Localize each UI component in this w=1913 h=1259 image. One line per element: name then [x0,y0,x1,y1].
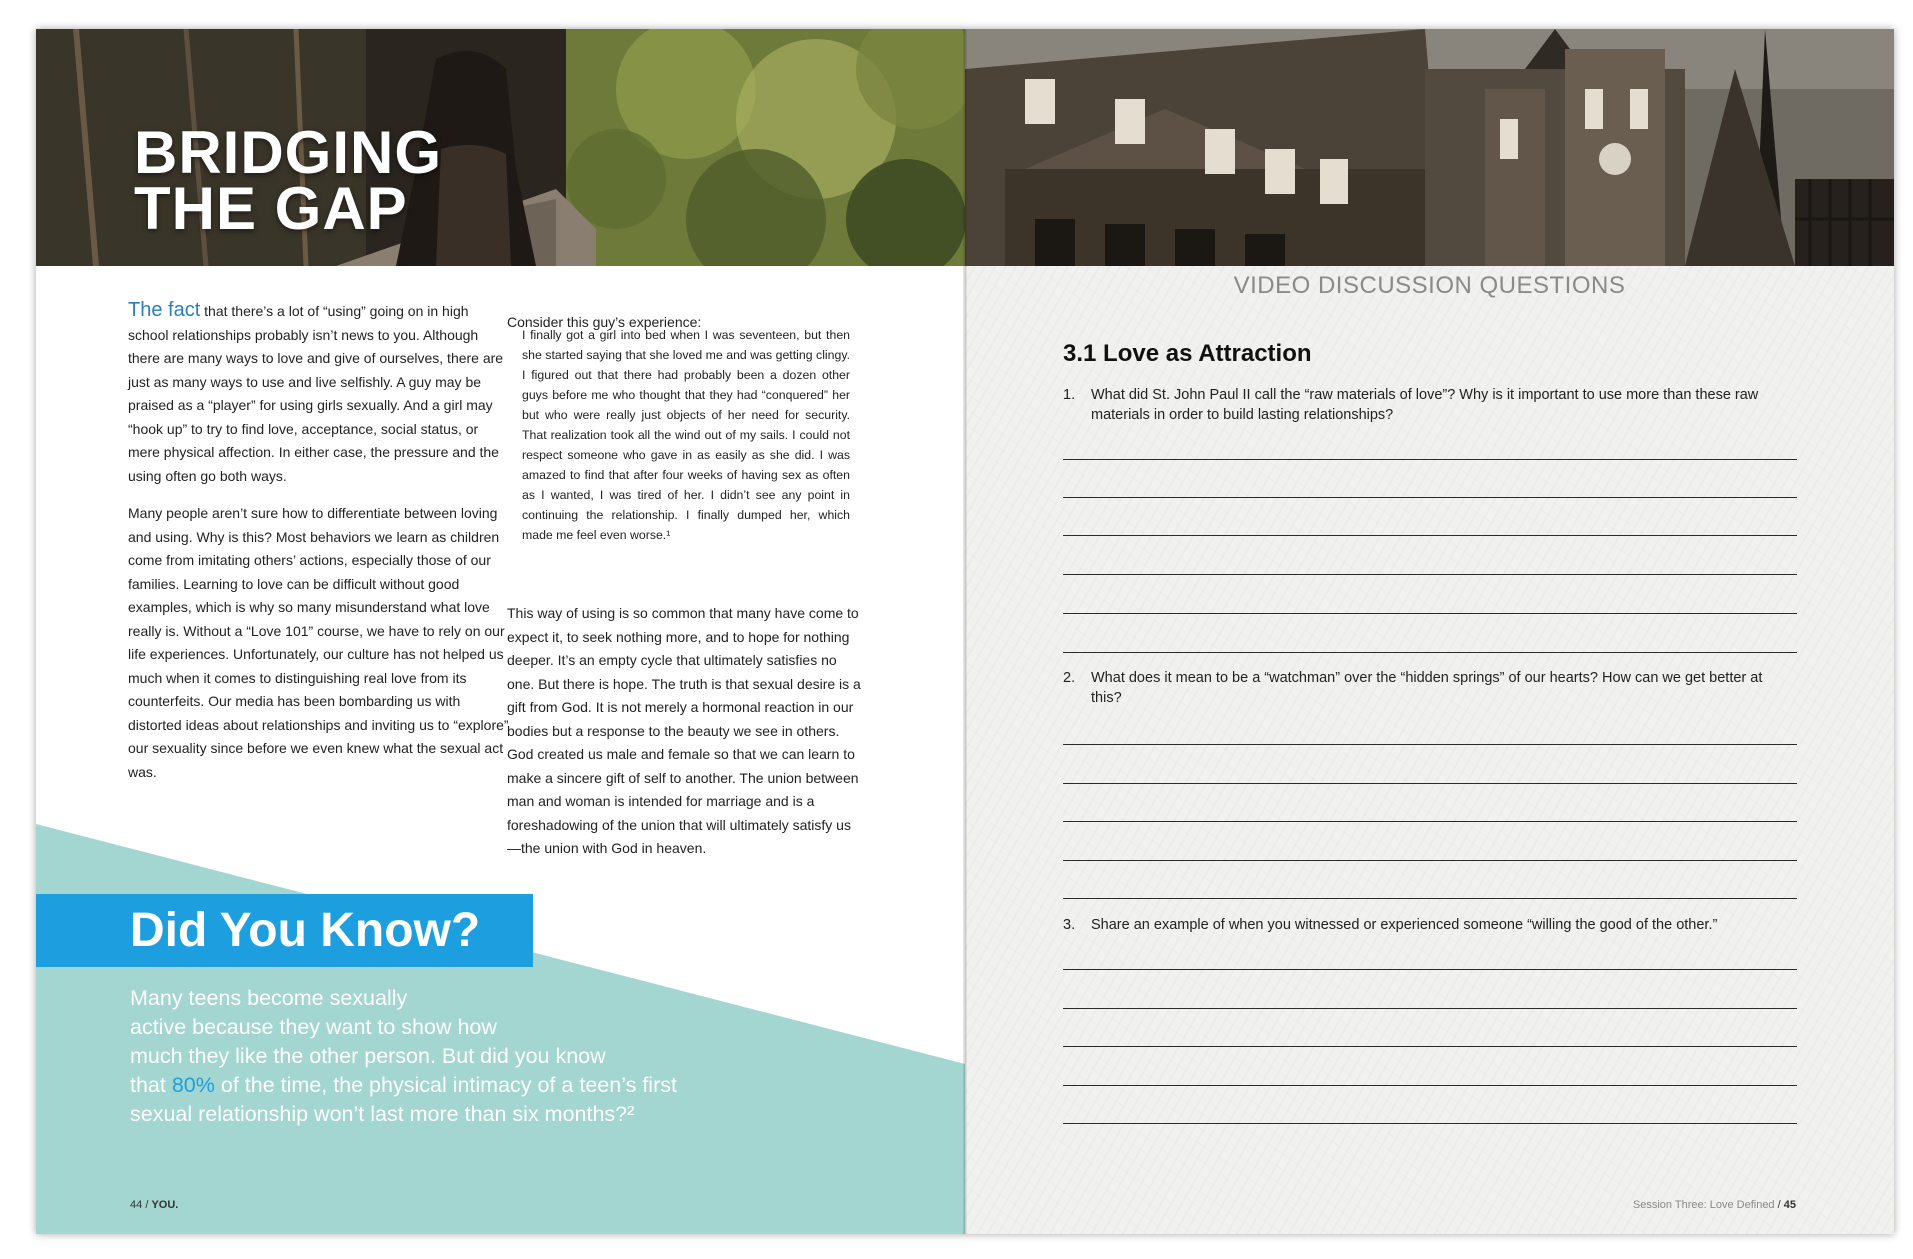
answer-line [1063,1123,1797,1124]
right-page [965,29,1894,1234]
question-text: What does it mean to be a “watchman” over the “hidden springs” of our hearts? How can we get better at this? [1091,670,1763,706]
folio-separator: / [1777,1199,1781,1211]
question-3 [1063,915,1793,935]
dyk-line-4-pre: that [130,1073,172,1097]
left-folio [130,1199,178,1211]
question-text: Share an example of when you witnessed or experienced someone “willing the good of the other.” [1091,917,1718,933]
title-line-2: THE GAP [134,175,408,242]
paragraph-3: This way of using is so common that many have come to expect it, to seek nothing more, and to hope for nothing deeper. It’s an empty cycle that ultimately satisfies no one. But there is hope. The truth is that sexual desire is a gift from God. It is not merely a hormonal reaction in our bodies but a response to the beauty we see in others. God created us male and female so that we can learn to make a sincere gift of self to another. The union between man and woman is intended for marriage and is a foreshadowing of the union that will ultimately satisfy us—the union with God in heaven. [507,605,861,856]
did-you-know-heading: Did You Know? [130,904,481,957]
question-number: 2. [1063,670,1076,686]
answer-line [1063,969,1797,970]
answer-line [1063,860,1797,861]
answer-line [1063,898,1797,899]
testimony-quote: I finally got a girl into bed when I was seventeen, but then she started saying that she loved me and was getting clingy. I figured out that there had probably been a dozen other guys before me who thought that they had “conquered” her but who were really just objects of her need for security. That realization took all the wind out of my sails. I could not respect someone who gave in as easily as she did. I was amazed to find that after four weeks of having sex as often as I wanted, I was tired of her. I didn’t see any point in continuing the relationship. I finally dumped her, which made me feel even worse.¹ [522,328,850,542]
session-title: Session Three: Love Defined [1632,1199,1775,1211]
question-2 [1063,668,1793,708]
answer-line [1063,459,1797,460]
answer-line [1063,652,1797,653]
column-1 [128,299,511,798]
video-discussion-heading: VIDEO DISCUSSION QUESTIONS [1233,272,1626,299]
cathedral-photo [965,29,1894,266]
dyk-line-3: much they like the other person. But did you know [130,1044,606,1068]
left-page [36,29,965,1234]
title-line-1: BRIDGING [134,119,442,186]
section-title: 3.1 Love as Attraction [1063,340,1312,367]
lead-in: The fact [128,299,201,321]
book-title: YOU. [151,1199,179,1211]
intro-paragraph [128,299,511,488]
book-spread [36,29,1894,1234]
answer-line [1063,1046,1797,1047]
dyk-line-4 [130,1071,730,1100]
answer-line [1063,783,1797,784]
did-you-know-text [130,984,730,1129]
answer-line [1063,1008,1797,1009]
answer-line [1063,1085,1797,1086]
dyk-line-1: Many teens become sexually [130,986,408,1010]
paragraph-2: Many people aren’t sure how to differentiate between loving and using. Why is this? Most behaviors we learn as children come from imitating others’ actions, especially those of our families. Learning to love can be difficult without good examples, which is why so many misunderstand what love really is. Without a “Love 101” course, we have to rely on our life experiences. Unfortunately, our culture has not helped us much when it comes to distinguishing real love from its counterfeits. Our media has been bombarding us with distorted ideas about relationships and inviting us to “explore” our sexuality since before we even knew what the sexual act was. [128,505,509,780]
answer-line [1063,744,1797,745]
question-number: 3. [1063,917,1076,933]
page-number: 44 [130,1199,143,1211]
column-2-body [507,602,862,875]
answer-line [1063,497,1797,498]
right-folio [1633,1199,1796,1211]
answer-line [1063,535,1797,536]
dyk-line-2: active because they want to show how [130,1015,497,1039]
quote-intro: Consider this guy’s experience: [507,314,702,330]
dyk-line-4-post: of the time, the physical intimacy of a teen’s first [214,1073,677,1097]
book-gutter [963,29,967,1234]
page-number: 45 [1783,1199,1796,1211]
answer-line [1063,613,1797,614]
question-text: What did St. John Paul II call the “raw materials of love”? Why is it important to use more than these raw materials in order to build lasting relationships? [1091,387,1759,423]
question-1 [1063,385,1793,425]
folio-separator: / [145,1199,149,1211]
dyk-line-5: sexual relationship won’t last more than six months?² [130,1102,635,1126]
question-number: 1. [1063,387,1076,403]
intro-paragraph-text: that there’s a lot of “using” going on in high school relationships probably isn’t news to you. Although there are many ways to love and give of ourselves, there are just as many ways to use and live selfishly. A guy may be praised as a “player” for using girls sexually. And a girl may “hook up” to try to find love, acceptance, social status, or mere physical affection. In either case, the pressure and the using often go both ways. [128,303,504,484]
answer-line [1063,821,1797,822]
answer-line [1063,574,1797,575]
statistic-highlight: 80% [171,1073,215,1097]
